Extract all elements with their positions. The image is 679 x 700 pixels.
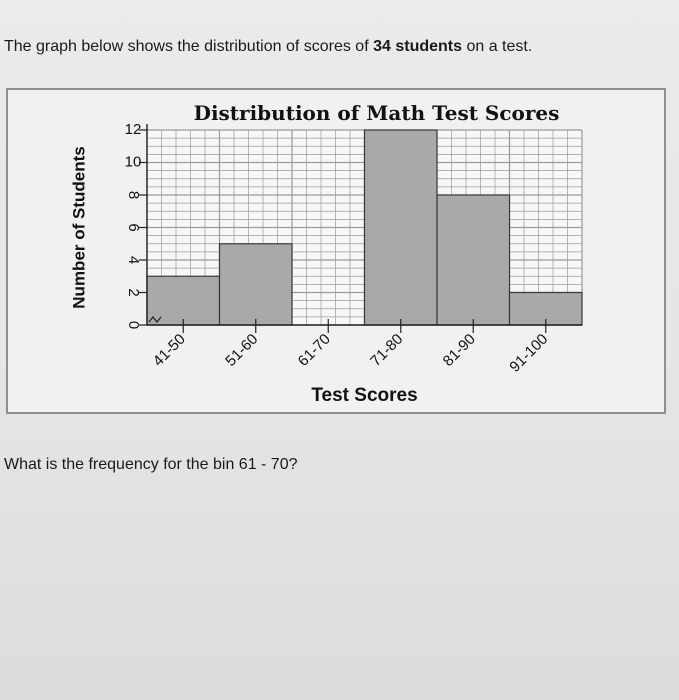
bar-81-90 [437,195,510,325]
y-tick-label-4: 4 [125,255,143,265]
x-tick-label-61-70: 61-70 [294,330,334,370]
x-tick-label-41-50: 41-50 [149,330,189,370]
intro-text-start: The graph below shows the distribution of scores of [4,38,374,55]
y-axis-label: Number of Students [69,146,89,309]
y-tick-label-0: 0 [125,320,143,330]
x-tick-label-91-100: 91-100 [506,330,552,376]
intro-text [4,38,532,56]
x-tick-label-71-80: 71-80 [367,330,407,370]
question-text: What is the frequency for the bin 61 - 70? [4,456,298,473]
x-tick-label-51-60: 51-60 [222,330,262,370]
chart-title: Distribution of Math Test Scores [193,101,560,125]
bar-41-50 [147,276,220,325]
y-tick-label-10: 10 [124,153,142,171]
y-tick-label-6: 6 [125,223,143,232]
bar-51-60 [220,244,293,325]
intro-student-count: 34 students [373,38,463,55]
y-tick-label-8: 8 [125,190,143,200]
bar-71-80 [365,130,438,325]
x-axis-label: Test Scores [311,385,418,406]
histogram-svg [8,90,664,412]
y-tick-label-2: 2 [125,288,143,297]
intro-text-end: on a test. [462,38,533,55]
x-tick-label-81-90: 81-90 [439,330,479,370]
histogram-chart [6,88,666,414]
y-tick-label-12: 12 [124,120,142,138]
